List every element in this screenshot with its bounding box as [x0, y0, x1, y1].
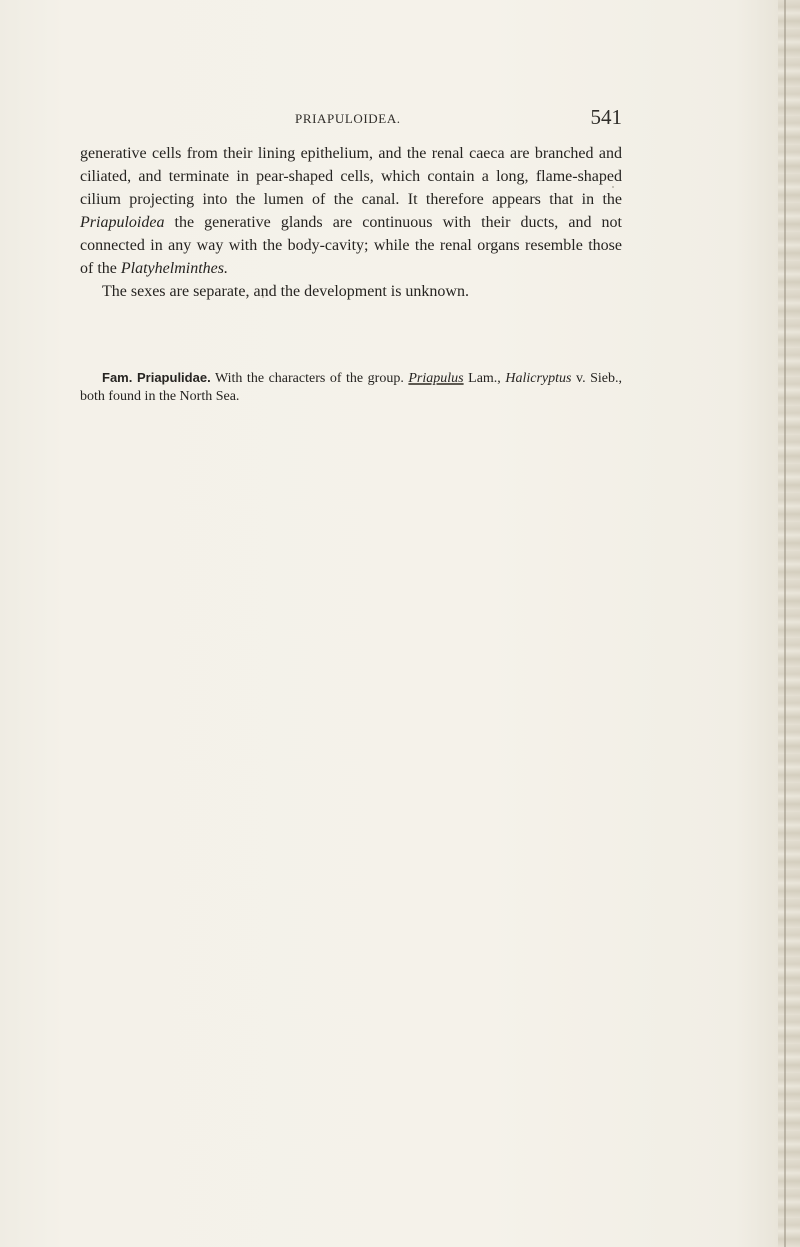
- family-text: With the characters of the group.: [210, 371, 409, 386]
- genus-name: Priapulus: [408, 371, 464, 386]
- taxon-name: Platyhelminthes.: [120, 260, 228, 277]
- page-number: 541: [590, 105, 622, 129]
- body-text: [80, 142, 622, 303]
- family-note: [80, 369, 622, 406]
- genus-name: Halicryptus: [505, 371, 572, 386]
- running-head: [80, 105, 622, 131]
- family-text: Lam.,: [463, 371, 506, 386]
- family-text: v. Sieb., both found in the North Sea.: [80, 371, 623, 404]
- family-heading: Fam. Priapulidae.: [102, 370, 211, 385]
- page-binding-edge: [778, 0, 800, 1247]
- family-note-paragraph: [80, 369, 622, 406]
- paragraph-text: generative cells from their lining epithelium, and the renal caeca are branched and ciliated, and terminate in pear-shaped cells, which contain a long, flame-shaped cilium projecting into the lumen of the canal. It therefore appears that in the: [80, 145, 622, 208]
- binding-shadow-line: [784, 0, 786, 1247]
- paragraph-text: the generative glands are continuous with their ducts, and not connected in any way with the body-cavity; while the renal organs resemble those of the: [80, 214, 622, 277]
- taxon-name: Priapuloidea: [80, 214, 165, 231]
- running-title: PRIAPULOIDEA.: [295, 111, 401, 126]
- paragraph-sexes: The sexes are separate, and the development is unknown.: [102, 283, 469, 300]
- paragraph-generative-renal: [80, 142, 622, 280]
